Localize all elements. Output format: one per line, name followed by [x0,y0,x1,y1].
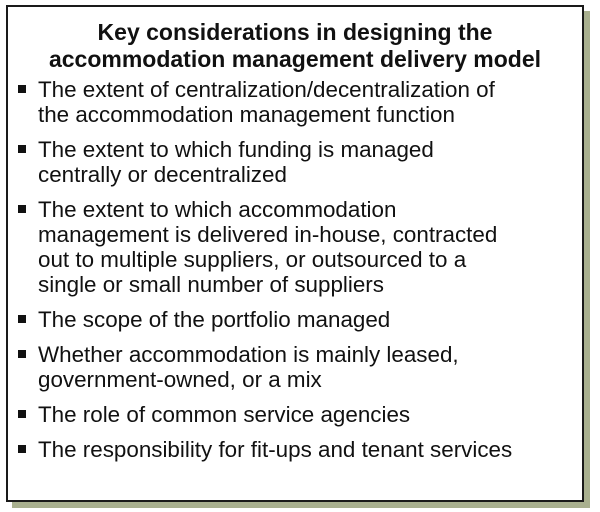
list-item-line: The extent to which funding is managed [38,137,434,162]
list-item-text [38,137,582,187]
square-bullet-icon [18,315,26,323]
list-item-line: out to multiple suppliers, or outsourced to a [38,247,467,272]
list-item-line: The extent of centralization/decentralization of [38,77,495,102]
list-item-line: The responsibility for fit-ups and tenant services [38,437,513,462]
square-bullet-icon [18,445,26,453]
box-title-line-2: accommodation management delivery model [48,46,542,72]
considerations-list [8,77,582,462]
square-bullet-icon [18,85,26,93]
list-item-line: The extent to which accommodation [38,197,397,222]
square-bullet-icon [18,350,26,358]
list-item-line: the accommodation management function [38,102,455,127]
list-item-text [38,402,582,427]
square-bullet-icon [18,410,26,418]
list-item [18,402,582,427]
box-title-line-1: Key considerations in designing the [97,19,493,45]
list-item [18,342,582,392]
square-bullet-icon [18,205,26,213]
list-item-line: government-owned, or a mix [38,367,322,392]
list-item-line: single or small number of suppliers [38,272,384,297]
list-item [18,77,582,127]
list-item-text [38,77,582,127]
list-item-line: Whether accommodation is mainly leased, [38,342,459,367]
list-item [18,197,582,297]
list-item-text [38,197,582,297]
list-item [18,437,582,462]
list-item [18,137,582,187]
list-item-line: The role of common service agencies [38,402,411,427]
list-item-line: management is delivered in-house, contracted [38,222,498,247]
box-title [8,19,582,73]
list-item [18,307,582,332]
list-item-text [38,307,582,332]
considerations-box [6,5,584,502]
list-item-line: centrally or decentralized [38,162,287,187]
list-item-text [38,342,582,392]
list-item-text [38,437,582,462]
list-item-line: The scope of the portfolio managed [38,307,391,332]
square-bullet-icon [18,145,26,153]
